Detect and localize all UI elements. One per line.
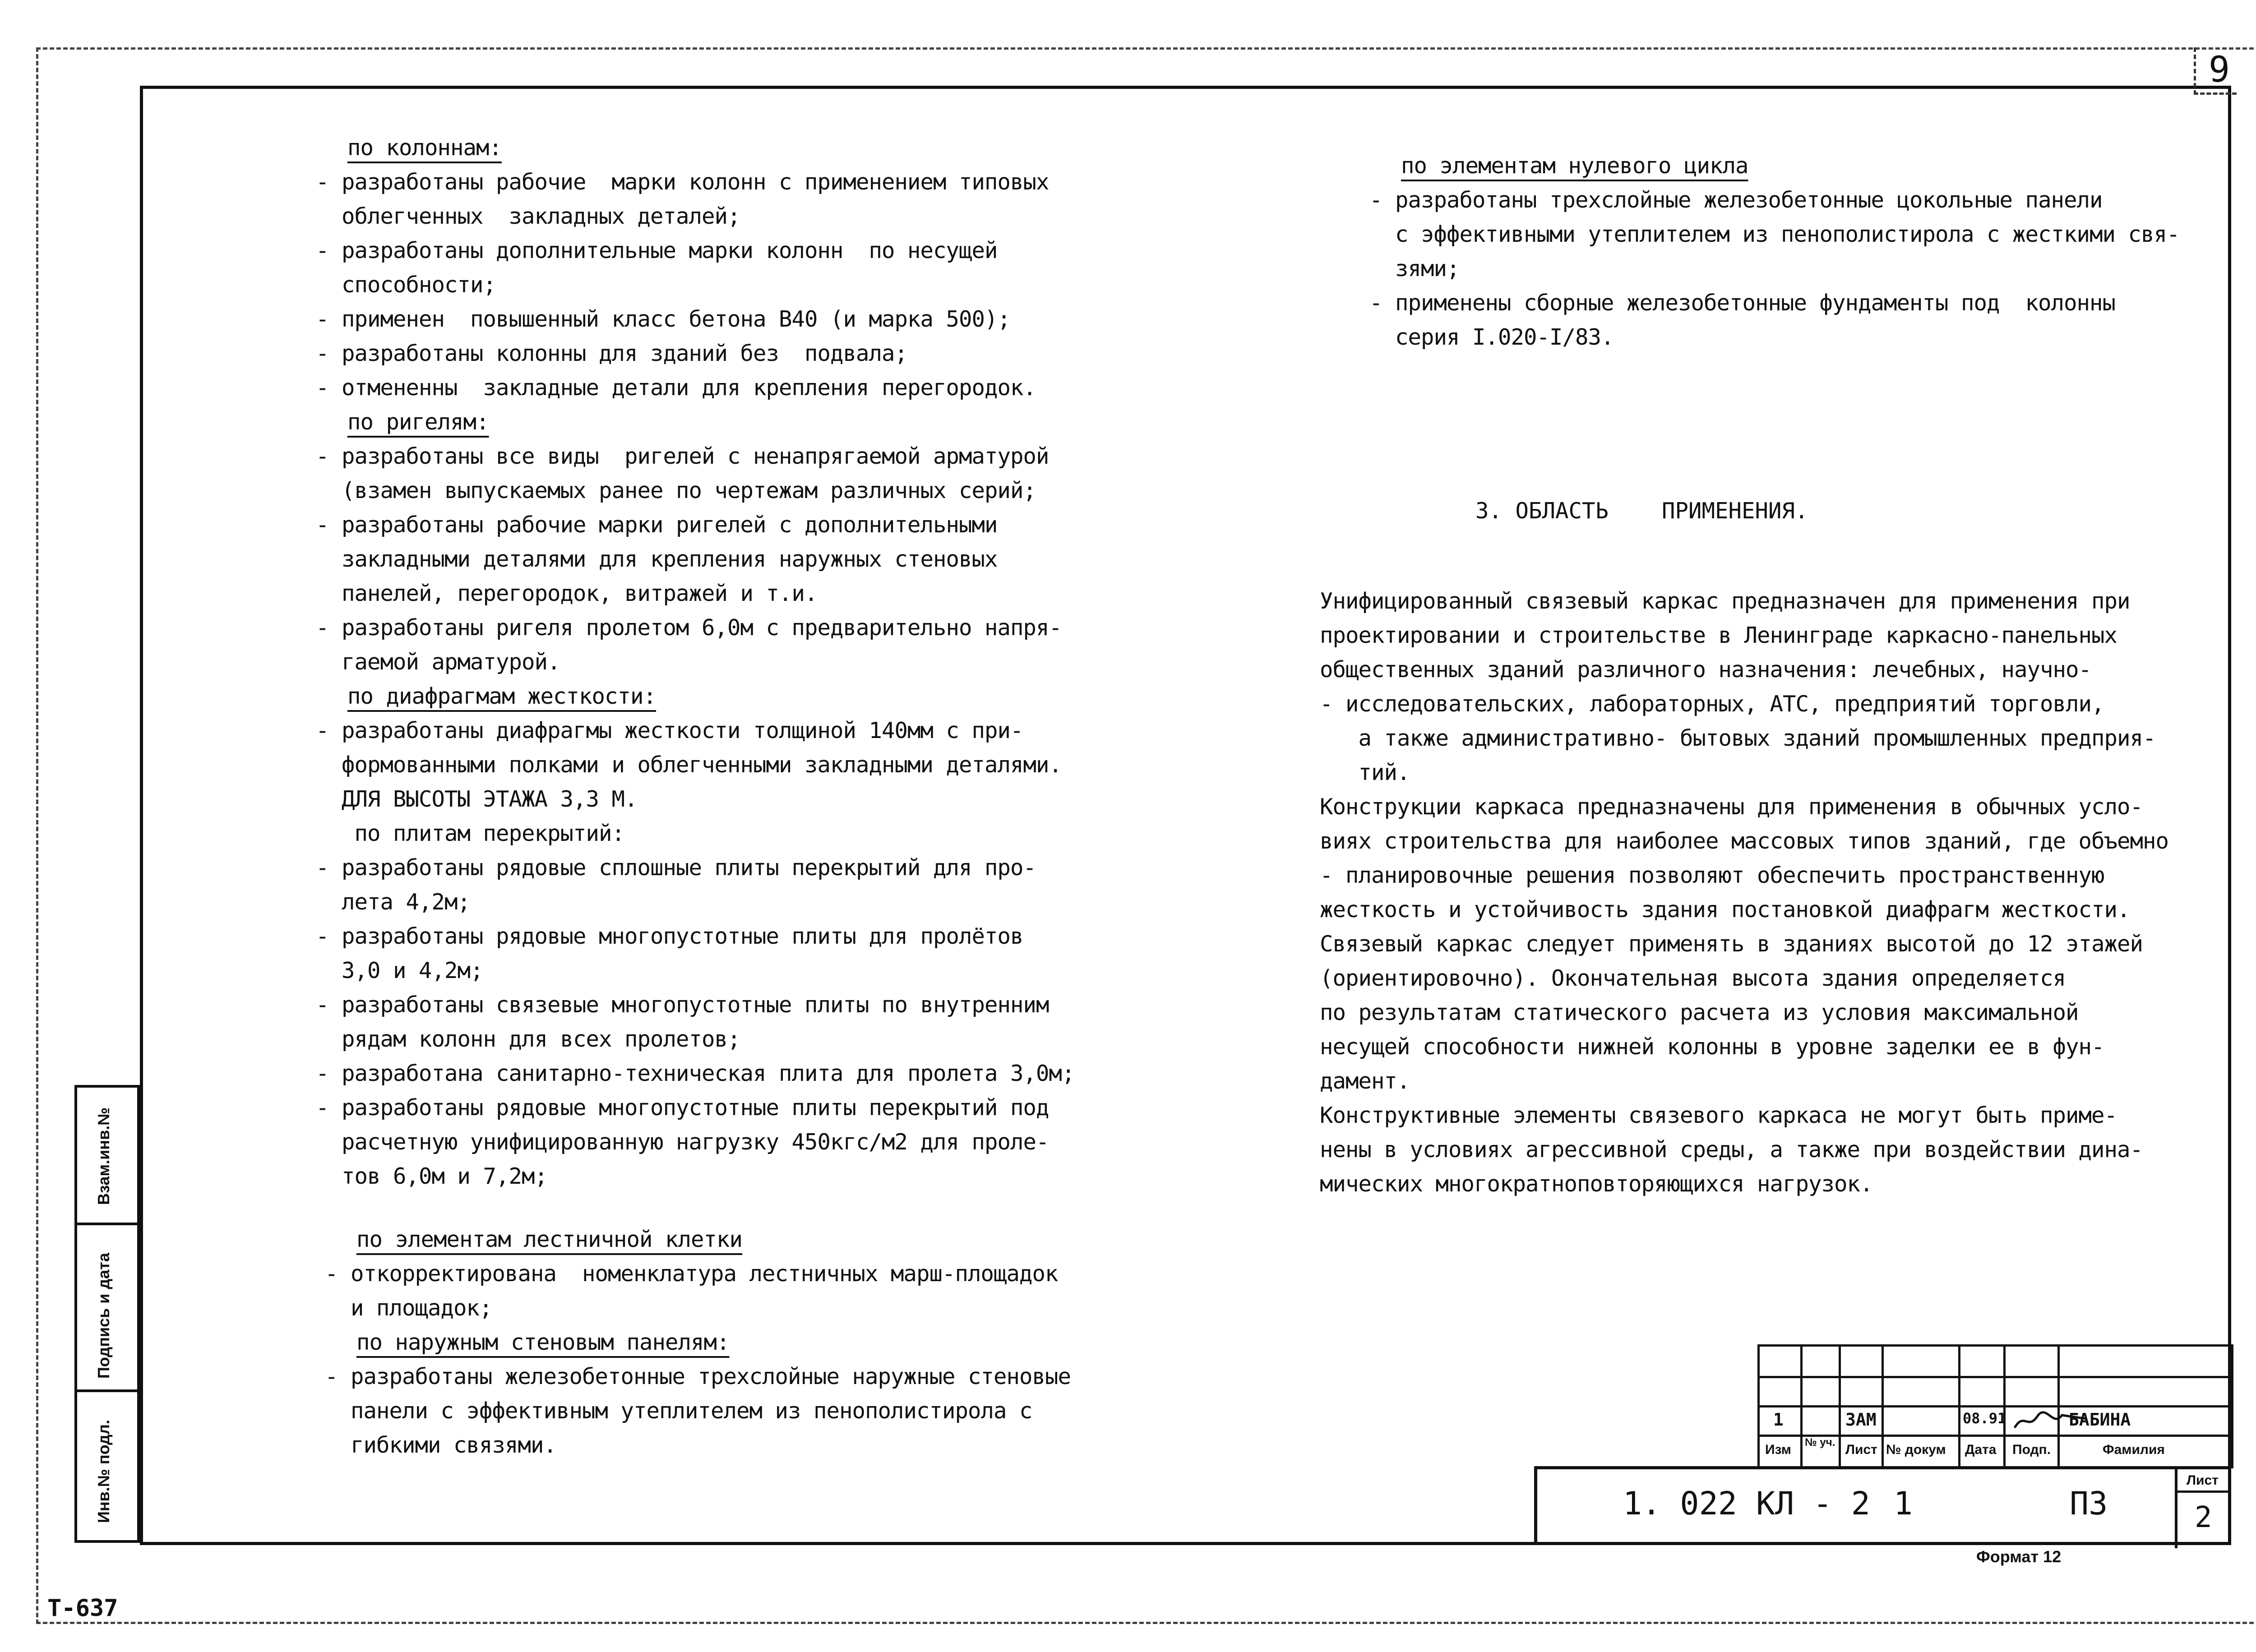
text-line: рядам колонн для всех пролетов; xyxy=(316,1026,740,1052)
text-line: Конструктивные элементы связевого каркаса не могут быть приме- xyxy=(1320,1103,2117,1128)
sheet-label: Лист xyxy=(2187,1473,2219,1488)
text-line: - разработаны рабочие марки ригелей с дополнительными xyxy=(316,512,998,538)
hdr-uch: № уч. xyxy=(1805,1436,1835,1449)
text-line: - применен повышенный класс бетона В40 (и марка 500); xyxy=(316,306,1011,332)
revision-table xyxy=(1757,1344,2233,1468)
page-number: 9 xyxy=(2209,50,2230,90)
text-line: мических многократноповторяющихся нагрузок. xyxy=(1320,1171,1873,1197)
hdr-podp: Подп. xyxy=(2012,1442,2051,1457)
text-line: - разработаны трехслойные железобетонные цокольные панели xyxy=(1369,187,2103,213)
text-line: Связевый каркас следует применять в зданиях высотой до 12 этажей xyxy=(1320,931,2143,957)
text-line: гибкими связями. xyxy=(325,1432,557,1458)
text-line: - разработаны рядовые многопустотные плиты для пролётов xyxy=(316,923,1023,949)
sheet-number: 2 xyxy=(2195,1501,2212,1534)
revision-mark: 1 xyxy=(1894,1485,1913,1522)
hdr-date: Дата xyxy=(1965,1442,1997,1457)
text-line: - разработаны рядовые сплошные плиты перекрытий для про- xyxy=(316,855,1036,881)
section-heading: по элементам нулевого цикла xyxy=(1401,153,1748,179)
text-line: тов 6,0м и 7,2м; xyxy=(316,1163,548,1189)
rev-name: БАБИНА xyxy=(2069,1410,2131,1430)
cell-original-inventory xyxy=(77,1392,137,1540)
text-line: (взамен выпускаемых ранее по чертежам различных серий; xyxy=(316,478,1036,503)
text-line: виях строительства для наиболее массовых типов зданий, где объемно xyxy=(1320,828,2169,854)
section-heading: по элементам лестничной клетки xyxy=(356,1227,743,1252)
text-line: облегченных закладных деталей; xyxy=(316,203,740,229)
text-line: - разработаны ригеля пролетом 6,0м с предварительно напря- xyxy=(316,615,1062,641)
text-line: - планировочные решения позволяют обеспечить пространственную xyxy=(1320,863,2104,888)
text-line: - разработаны связевые многопустотные плиты по внутренним xyxy=(316,992,1049,1018)
document-code: 1. 022 КЛ - 2 xyxy=(1623,1485,1870,1522)
stage-code: ПЗ xyxy=(2070,1485,2108,1522)
text-line: Унифицированный связевый каркас предназначен для применения при xyxy=(1320,588,2130,614)
text-line: дамент. xyxy=(1320,1068,1410,1094)
text-line: а также административно- бытовых зданий промышленных предприя- xyxy=(1320,725,2156,751)
label-original-inventory: Инв.№ подл. xyxy=(94,1420,113,1523)
cell-signature-date xyxy=(77,1225,137,1392)
section-title: 3. ОБЛАСТЬ ПРИМЕНЕНИЯ. xyxy=(1475,498,1808,524)
text-line: - разработаны колонны для зданий без подвала; xyxy=(316,341,908,366)
left-column-text-lower xyxy=(325,1223,1071,1463)
text-line: - разработаны рядовые многопустотные плиты перекрытий под xyxy=(316,1095,1049,1121)
right-column-zero-cycle xyxy=(1369,149,2180,355)
text-line: - разработаны диафрагмы жесткости толщиной 140мм с при- xyxy=(316,718,1023,743)
section-heading: по наружным стеновым панелям: xyxy=(356,1329,730,1355)
text-line: и площадок; xyxy=(325,1295,492,1321)
section-heading: по колоннам: xyxy=(347,135,502,161)
text-line: 3,0 и 4,2м; xyxy=(316,958,483,983)
text-line: ДЛЯ ВЫСОТЫ ЭТАЖА 3,3 М. xyxy=(316,786,638,812)
text-line: нены в условиях агрессивной среды, а также при воздействии дина- xyxy=(1320,1137,2143,1163)
hdr-izm: Изм xyxy=(1765,1442,1791,1457)
text-line: - разработаны все виды ригелей с ненапрягаемой арматурой xyxy=(316,443,1049,469)
text-line: (ориентировочно). Окончательная высота здания определяется xyxy=(1320,965,2066,991)
sheet-number-box xyxy=(2175,1469,2231,1548)
text-line: - разработаны железобетонные трехслойные наружные стеновые xyxy=(325,1364,1071,1389)
hdr-name: Фамилия xyxy=(2103,1442,2165,1457)
text-line: панелей, перегородок, витражей и т.и. xyxy=(316,581,818,606)
text-line: Конструкции каркаса предназначены для применения в обычных усло- xyxy=(1320,794,2143,820)
title-block xyxy=(1534,1344,2231,1545)
document-code-cell xyxy=(1534,1466,2231,1545)
hdr-list: Лист xyxy=(1845,1442,1877,1457)
text-line: - разработана санитарно-техническая плита для пролета 3,0м; xyxy=(316,1061,1075,1086)
hdr-doc: № докум xyxy=(1886,1442,1946,1457)
text-line: расчетную унифицированную нагрузку 450кгс/м2 для проле- xyxy=(316,1129,1049,1155)
rev-list: ЗАМ xyxy=(1845,1410,1877,1430)
text-line: - применены сборные железобетонные фундаменты под колонны xyxy=(1369,290,2116,316)
text-line: жесткость и устойчивость здания постановкой диафрагм жесткости. xyxy=(1320,897,2130,923)
text-line: - разработаны дополнительные марки колонн по несущей xyxy=(316,238,998,263)
text-line: - исследовательских, лабораторных, АТС, предприятий торговли, xyxy=(1320,691,2104,717)
format-label: Формат 12 xyxy=(1976,1547,2062,1566)
text-line: проектировании и строительстве в Ленинграде каркасно-панельных xyxy=(1320,623,2117,648)
text-line: тий. xyxy=(1320,760,1410,785)
label-signature-date: Подпись и дата xyxy=(94,1253,113,1379)
section-heading: по ригелям: xyxy=(347,409,489,435)
text-line: - откорректирована номенклатура лестничных марш-площадок xyxy=(325,1261,1058,1287)
text-line: - отмененны закладные детали для крепления перегородок. xyxy=(316,375,1036,401)
text-line: серия I.020-I/83. xyxy=(1369,324,1614,350)
application-area-text xyxy=(1320,584,2168,1201)
text-line: с эффективными утеплителем из пенополистирола с жесткими свя- xyxy=(1369,221,2180,247)
text-line: лета 4,2м; xyxy=(316,889,471,915)
rev-izm: 1 xyxy=(1773,1410,1784,1430)
cell-replacement-inventory xyxy=(77,1088,137,1225)
text-line: формованными полками и облегченными закладными деталями. xyxy=(316,752,1062,778)
side-approval-strip xyxy=(74,1085,140,1543)
text-line: зями; xyxy=(1369,256,1460,281)
section-heading: по диафрагмам жесткости: xyxy=(347,683,656,709)
rev-date: 08.91 xyxy=(1963,1410,2006,1427)
text-line: гаемой арматурой. xyxy=(316,649,560,675)
text-line: по плитам перекрытий: xyxy=(316,821,625,846)
left-column-text xyxy=(316,131,1075,1194)
text-line: несущей способности нижней колонны в уровне заделки ее в фун- xyxy=(1320,1034,2104,1060)
corner-code: Т-637 xyxy=(47,1595,118,1622)
label-replacement-inventory: Взам.инв.№ xyxy=(94,1107,113,1205)
text-line: по результатам статического расчета из условия максимальной xyxy=(1320,1000,2079,1025)
text-line: панели с эффективным утеплителем из пенополистирола с xyxy=(325,1398,1032,1424)
text-line: - разработаны рабочие марки колонн с применением типовых xyxy=(316,169,1049,195)
text-line: закладными деталями для крепления наружных стеновых xyxy=(316,546,998,572)
text-line: способности; xyxy=(316,272,496,298)
text-line: общественных зданий различного назначения: лечебных, научно- xyxy=(1320,657,2092,683)
